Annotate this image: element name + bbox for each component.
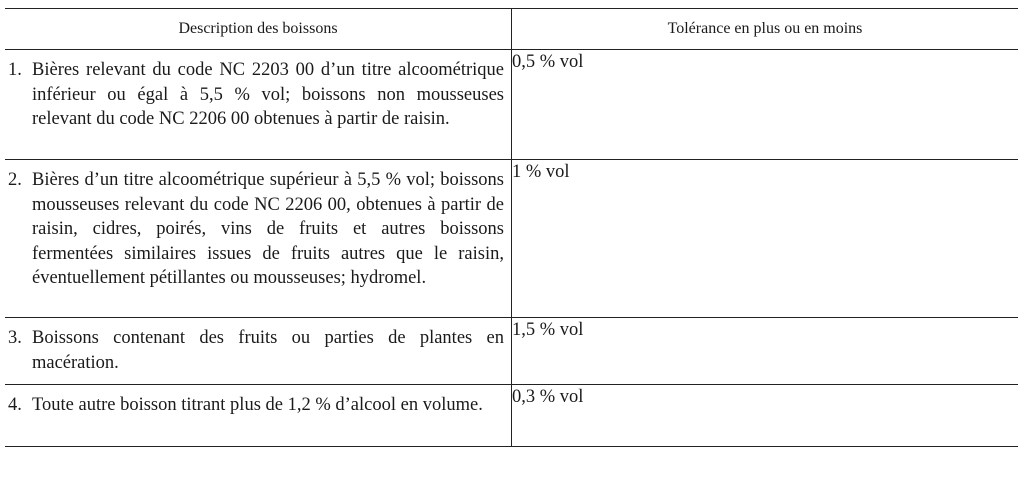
tolerance-cell: 1,5 % vol (512, 318, 1019, 385)
row-number: 3. (8, 328, 22, 348)
tolerance-cell: 1 % vol (512, 160, 1019, 318)
table-header-row (5, 9, 1018, 50)
row-number: 2. (8, 170, 22, 190)
tolerance-table (5, 8, 1018, 447)
table-row (5, 50, 1018, 160)
table-row (5, 318, 1018, 385)
tolerance-cell: 0,5 % vol (512, 50, 1019, 160)
description-cell (5, 318, 512, 385)
table-row (5, 385, 1018, 447)
description-cell (5, 385, 512, 447)
description-text: Bières relevant du code NC 2203 00 d’un titre alcoométrique inférieur ou égal à 5,5 % vol; boissons non mousseuses relevant du code NC 2206 00 obtenues à partir de raisin. (32, 60, 504, 129)
description-text: Bières d’un titre alcoométrique supérieur à 5,5 % vol; boissons mousseuses relevant du code NC 2206 00, obtenues à partir de raisin, cidres, poirés, vins de fruits et autres boissons fermentées similaires issues de fruits autres que le raisin, éventuellement pétillantes ou mousseuses; hydromel. (32, 170, 504, 288)
column-header-description: Description des boissons (5, 9, 512, 50)
column-header-tolerance: Tolérance en plus ou en moins (512, 9, 1019, 50)
description-text: Toute autre boisson titrant plus de 1,2 % d’alcool en volume. (32, 395, 483, 415)
tolerance-cell: 0,3 % vol (512, 385, 1019, 447)
table-row (5, 160, 1018, 318)
description-text: Boissons contenant des fruits ou parties de plantes en macération. (32, 328, 504, 373)
row-number: 1. (8, 60, 22, 80)
description-cell (5, 50, 512, 160)
row-number: 4. (8, 395, 22, 415)
description-cell (5, 160, 512, 318)
